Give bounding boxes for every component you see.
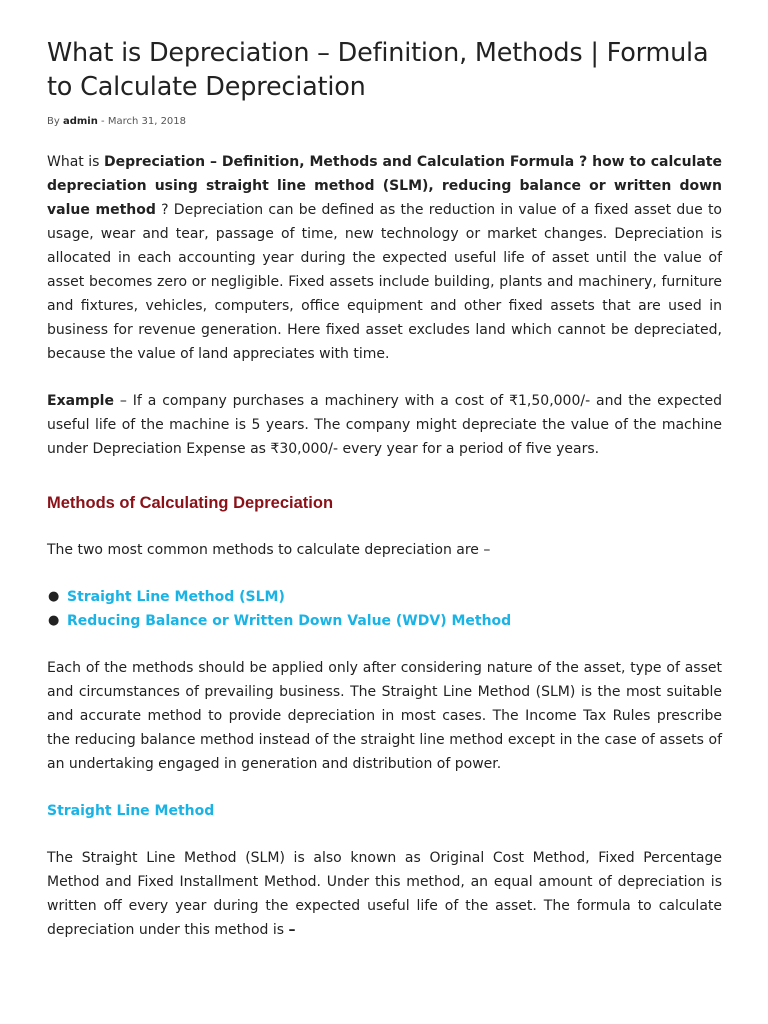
list-item xyxy=(47,585,722,609)
page-title: What is Depreciation – Definition, Methods | Formula to Calculate Depreciation xyxy=(47,38,709,102)
example-text: – If a company purchases a machinery with a cost of ₹1,50,000/- and the expected useful life of the machine is 5 years. The company might depreciate the value of the machine under Depreciation Expense as ₹30,000/- every year for a period of five years. xyxy=(47,393,722,457)
article xyxy=(47,36,722,942)
article-meta xyxy=(47,115,722,129)
bullet-icon: ● xyxy=(48,589,60,604)
list-item xyxy=(47,609,722,633)
wdv-link[interactable]: Reducing Balance or Written Down Value (WDV) Method xyxy=(67,613,512,629)
slm-paragraph-text: The Straight Line Method (SLM) is also known as Original Cost Method, Fixed Percentage Method and Fixed Installment Method. Under this method, an equal amount of depreciation is written off every year during the expected useful life of the asset. The formula to calculate depreciation under this method is xyxy=(47,850,722,938)
author-link[interactable]: admin xyxy=(62,116,98,127)
meta-separator: - xyxy=(101,116,105,127)
publish-date: March 31, 2018 xyxy=(107,116,187,127)
methods-heading: Methods of Calculating Depreciation xyxy=(47,494,334,512)
intro-bold-text: Depreciation – Definition, Methods and Calculation Formula ? how to calculate depreciation using straight line method (SLM), reducing balance or written down value method xyxy=(47,154,722,218)
slm-paragraph xyxy=(47,846,722,942)
slm-link[interactable]: Straight Line Method (SLM) xyxy=(67,589,285,605)
intro-paragraph xyxy=(47,150,722,366)
example-paragraph xyxy=(47,389,722,461)
intro-what-is: What is xyxy=(47,154,104,170)
methods-list xyxy=(47,585,722,633)
bullet-icon: ● xyxy=(48,613,60,628)
example-label: Example xyxy=(47,393,114,409)
by-label: By xyxy=(47,116,60,127)
slm-heading: Straight Line Method xyxy=(47,803,215,819)
intro-body-text: ? Depreciation can be defined as the reduction in value of a fixed asset due to usage, wear and tear, passage of time, new technology or market changes. Depreciation is allocated in each accounting year during the expected useful life of asset until the value of asset becomes zero or negligible. Fixed assets include building, plants and machinery, furniture and fixtures, vehicles, computers, office equipment and other fixed assets that are used in business for revenue generation. Here fixed asset excludes land which cannot be depreciated, because the value of land appreciates with time. xyxy=(47,202,722,362)
slm-paragraph-dash: – xyxy=(288,922,296,938)
methods-paragraph: Each of the methods should be applied only after considering nature of the asset, type of asset and circumstances of prevailing business. The Straight Line Method (SLM) is the most suitable and accurate method to provide depreciation in most cases. The Income Tax Rules prescribe the reducing balance method instead of the straight line method except in the case of assets of an undertaking engaged in generation and distribution of power. xyxy=(47,660,722,772)
methods-intro: The two most common methods to calculate depreciation are – xyxy=(47,542,491,558)
